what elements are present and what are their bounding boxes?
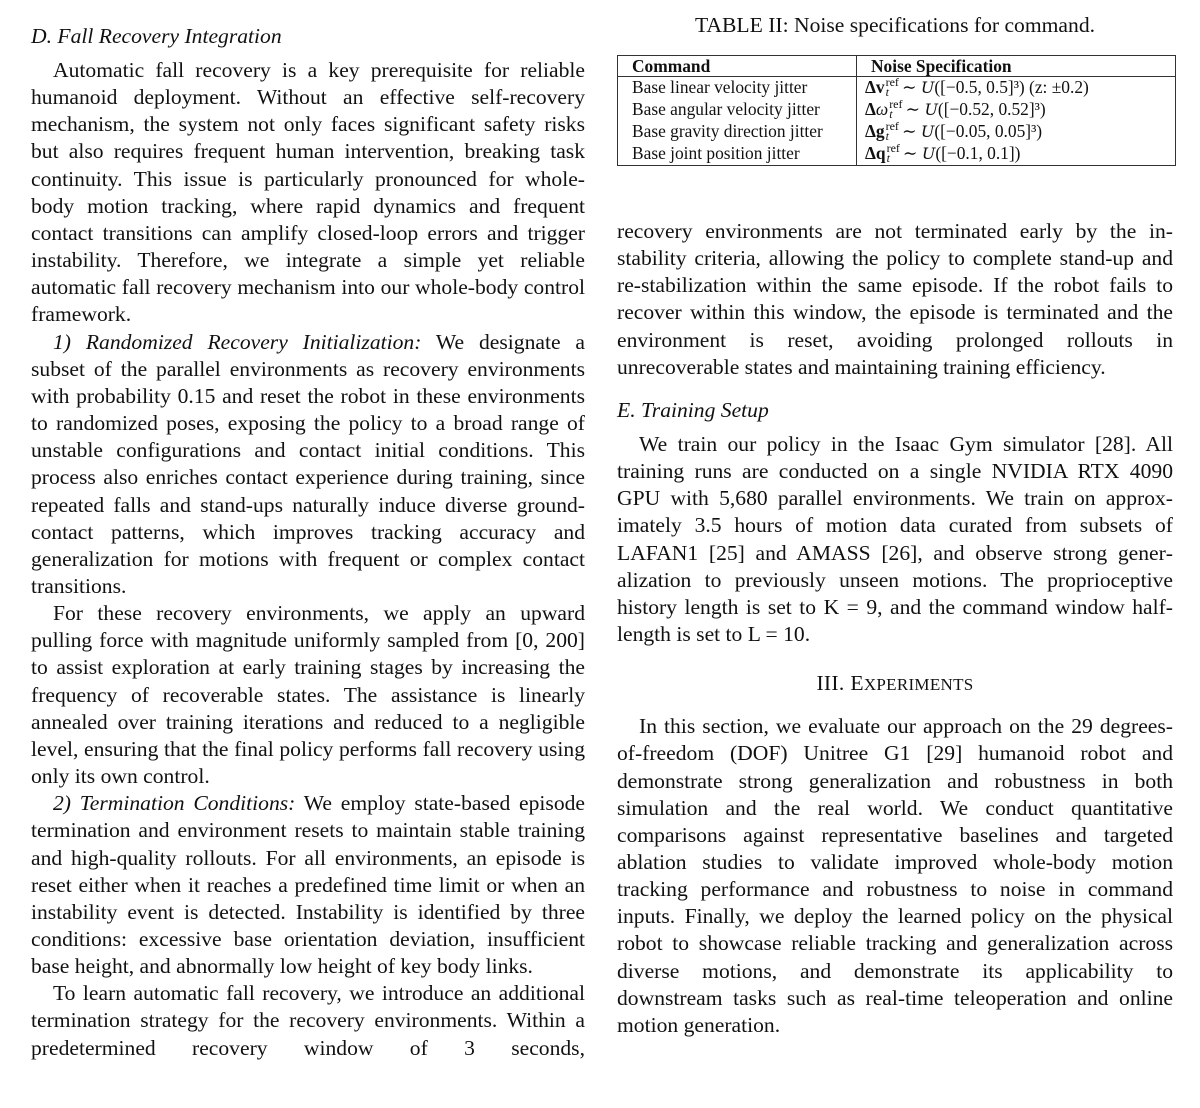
subscript-t: t: [885, 129, 889, 143]
subscript-t: t: [889, 107, 893, 121]
superscript-ref: ref: [889, 97, 903, 111]
section-heading-experiments: [617, 670, 1173, 698]
subscript-t: t: [886, 151, 890, 165]
paragraph-intro: [31, 57, 585, 329]
table-header-row: [618, 56, 1176, 77]
uniform-distribution-symbol: U: [921, 144, 936, 163]
superscript-subscript: [887, 143, 900, 163]
table-row: [618, 121, 1176, 143]
paragraph-recovery-termination: [31, 980, 585, 1061]
delta-symbol: Δ: [865, 77, 876, 97]
section-heading-training-setup: E. Training Setup: [617, 397, 769, 422]
section-title: [850, 671, 973, 695]
delta-symbol: Δ: [865, 121, 876, 141]
right-column-body: [617, 218, 1173, 1039]
paragraph-text: We designate a subset of the parallel environments as recovery environments with probability 0.15 and reset the robot in these environments to randomized poses, exposing the policy to a broad range of unstable configurations and contact initial conditions. This process also enriches contact experience during training, since repeated falls and stand-ups naturally induce diverse ground-contact patterns, which improves tracking accuracy and generalization for motions with frequent or complex contact transitions.: [31, 329, 585, 598]
paragraph-training-setup: [617, 431, 1173, 648]
paragraph-text: Automatic fall recovery is a key prerequisite for reliable humanoid deployment. Without an effective self-recovery mechanism, the system not only faces significant safety risks but also requires frequent human intervention, breaking task continuity. This issue is particularly pronounced for whole-body motion tracking, where rapid dynamics and frequent contact transitions can amplify closed-loop errors and trigger instability. Therefore, we integrate a simple yet reliable automatic fall recovery mechanism into our whole-body control framework.: [31, 58, 585, 327]
superscript-subscript: [886, 77, 899, 97]
tilde-symbol: ∼: [905, 99, 925, 119]
noise-spec-cell: [857, 77, 1176, 100]
paragraph-text: We employ state-based episode termination and environment resets to maintain stable training and high-quality rollouts. For all environments, an episode is reset either when it reaches a predefined time limit or when an instability event is detected. Instability is identified by three conditions: excessive base orientation deviation, insufficient base height, and abnormally low height of key body links.: [31, 791, 585, 979]
table-body: [618, 77, 1176, 166]
paragraph-pulling-force: [31, 600, 585, 790]
command-cell: Base angular velocity jitter: [618, 99, 857, 121]
paragraph-text: We train our policy in the Isaac Gym simulator [28]. All training runs are conducted on a single NVIDIA RTX 4090 GPU with 5,680 parallel environments. We train on approximately 3.5 hours of motion data curated from subsets of LAFAN1 [25] and AMASS [26], and observe strong generalization to previously unseen motions. The proprioceptive history length is set to K = 9, and the command window half-length is set to L = 10.: [617, 431, 1173, 647]
paragraph-experiments-intro: [617, 713, 1173, 1039]
section-title-rest: XPERIMENTS: [863, 675, 974, 695]
command-cell: Base gravity direction jitter: [618, 121, 857, 143]
noise-spec-table: [617, 55, 1176, 166]
variable-symbol: q: [875, 143, 886, 163]
distribution-range: ([−0.05, 0.05]³): [934, 121, 1043, 141]
tilde-symbol: ∼: [901, 77, 921, 97]
paragraph-text: For these recovery environments, we apply an upward pulling force with magnitude uniformly sampled from [0, 200] to assist exploration at early training stages by increasing the frequency of recoverable states. The assistance is linearly annealed over training iterations and reduced to a negligible level, ensuring that the final policy performs fall recovery using only its own control.: [31, 601, 585, 789]
paragraph-termination: [31, 790, 585, 980]
superscript-subscript: [886, 121, 899, 141]
distribution-range: ([−0.5, 0.5]³): [934, 77, 1025, 97]
table-row: [618, 77, 1176, 100]
section-title-initial: E: [850, 671, 864, 696]
table-row: [618, 143, 1176, 166]
table-row: [618, 99, 1176, 121]
subscript-t: t: [885, 85, 889, 99]
table-caption: TABLE II: Noise specifications for command.: [694, 13, 1096, 37]
section-heading-fall-recovery: D. Fall Recovery Integration: [31, 24, 282, 48]
subsection-runin-heading: 1) Randomized Recovery Initialization:: [53, 329, 422, 354]
paragraph-text: In this section, we evaluate our approach on the 29 degrees-of-freedom (DOF) Unitree G1 [29] humanoid robot and demonstrate strong generalization and robustness in both simulation and the real world. We conduct quantitative comparisons against representative baselines and targeted ablation studies to validate improved whole-body motion tracking performance and robustness to noise in command inputs. Finally, we deploy the learned policy on the physical robot to showcase reliable tracking and generalization across diverse motions, and demonstrate its applicability to downstream tasks such as real-time teleoperation and online motion generation.: [617, 714, 1173, 1037]
paragraph-randomized-init: [31, 329, 585, 601]
superscript-ref: ref: [886, 141, 900, 155]
tilde-symbol: ∼: [901, 121, 921, 141]
command-cell: Base linear velocity jitter: [618, 77, 857, 100]
distribution-range: ([−0.52, 0.52]³): [937, 99, 1046, 119]
variable-symbol: g: [875, 121, 885, 141]
delta-symbol: Δ: [865, 143, 876, 163]
delta-symbol: Δ: [865, 99, 876, 119]
left-column: [31, 17, 585, 1062]
paragraph-text: To learn automatic fall recovery, we introduce an additional termination strategy for the recovery environments. Within a predetermined recovery window of 3 seconds,: [31, 981, 585, 1060]
uniform-distribution-symbol: U: [920, 78, 935, 97]
superscript-ref: ref: [885, 119, 899, 133]
section-number: III.: [816, 671, 845, 696]
noise-spec-cell: [857, 143, 1176, 166]
table-header-noise-spec: Noise Specification: [857, 56, 1176, 77]
right-column: [617, 0, 1173, 1037]
uniform-distribution-symbol: U: [924, 100, 938, 119]
superscript-ref: ref: [885, 75, 899, 89]
distribution-range: ([−0.1, 0.1]): [935, 143, 1021, 163]
subsection-runin-heading: 2) Termination Conditions:: [53, 791, 296, 816]
uniform-distribution-symbol: U: [920, 122, 935, 141]
paragraph-recovery-continuation: [617, 218, 1173, 381]
noise-spec-cell: [857, 99, 1176, 121]
distribution-note: (z: ±0.2): [1024, 77, 1089, 97]
paragraph-text: recovery environments are not terminated early by the instability criteria, allowing the policy to complete stand-up and re-stabilization within the same episode. If the robot fails to recover within this window, the episode is terminated and the environment is reset, avoiding prolonged rollouts in unrecoverable states and maintaining training efficiency.: [617, 219, 1173, 379]
command-cell: Base joint position jitter: [618, 143, 857, 166]
noise-spec-cell: [857, 121, 1176, 143]
table-header-command: Command: [618, 56, 857, 77]
variable-symbol: ω: [875, 99, 889, 119]
superscript-subscript: [889, 99, 902, 119]
tilde-symbol: ∼: [902, 143, 922, 163]
variable-symbol: v: [875, 77, 885, 97]
